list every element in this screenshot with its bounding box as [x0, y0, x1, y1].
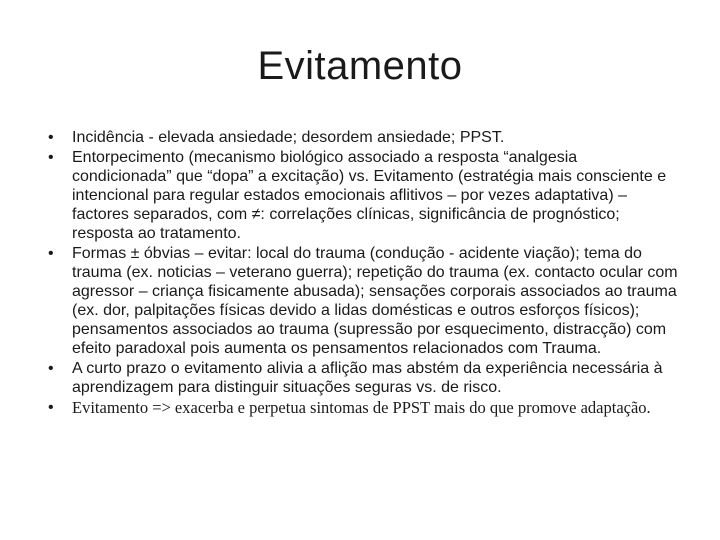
bullet-text: Incidência - elevada ansiedade; desordem ansiedade; PPST. [72, 129, 505, 146]
bullet-item [48, 148, 678, 243]
bullet-item [48, 128, 678, 147]
bullet-icon: • [48, 245, 54, 262]
bullet-icon: • [48, 129, 54, 146]
bullet-text: A curto prazo o evitamento alivia a aflição mas abstém da experiência necessária à aprendizagem para distinguir situações seguras vs. de risco. [72, 360, 663, 396]
bullet-list [48, 128, 678, 418]
bullet-text: Evitamento => exacerba e perpetua sintomas de PPST mais do que promove adaptação. [72, 398, 651, 417]
bullet-item [48, 244, 678, 358]
bullet-item [48, 398, 678, 417]
bullet-icon: • [48, 360, 54, 377]
bullet-icon: • [48, 149, 54, 166]
bullet-text: Formas ± óbvias – evitar: local do trauma (condução - acidente viação); tema do trauma (ex. noticias – veterano guerra); repetição do trauma (ex. contacto ocular com agressor – criança fisicamente abusada); sensações corporais associados ao trauma (ex. dor, palpitações físicas devido a lidas domésticas e outros esforços físicos); pensamentos associados ao trauma (supressão por esquecimento, distracção) com efeito paradoxal pois aumenta os pensamentos relacionados com Trauma. [72, 245, 678, 357]
bullet-item [48, 359, 678, 397]
bullet-text: Entorpecimento (mecanismo biológico associado a resposta “analgesia condicionada” que “dopa” a excitação) vs. Evitamento (estratégia mais consciente e intencional para regular estados emocionais aflitivos – por vezes adaptativa) – factores separados, com ≠: correlações clínicas, significância de prognóstico; resposta ao tratamento. [72, 149, 667, 242]
slide-title: Evitamento [257, 44, 463, 88]
bullet-icon: • [48, 399, 54, 416]
